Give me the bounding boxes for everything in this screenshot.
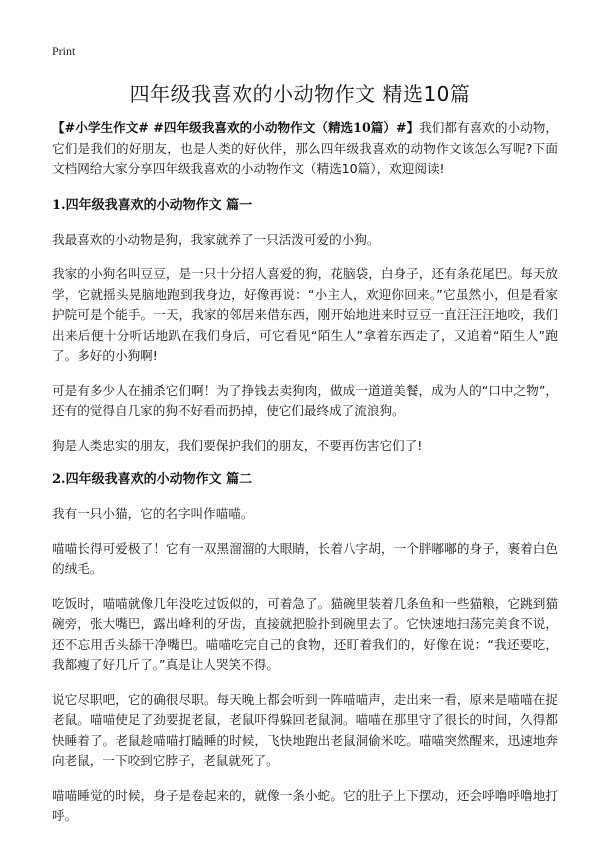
- intro-paragraph: [52, 118, 558, 180]
- section-2-paragraph-3: 吃饭时，喵喵就像几年没吃过饭似的，可着急了。猫碗里装着几条鱼和一些猫粮，它跳到猫碗旁，张大嘴巴，露出峰利的牙齿，直接就把脸扑到碗里去了。它快速地扫荡完美食不说，还不忘用舌头舔干净嘴巴。喵喵吃完自己的食物，还盯着我们的，好像在说：“我还要吃，我都瘦了好几斤了。”真是让人哭笑不得。: [52, 595, 558, 672]
- intro-text: 我们都有喜欢的小动物，它们是我们的好朋友，也是人类的好伙伴，那么四年级我喜欢的动物作文该怎么写呢?下面文档网给大家分享四年级我喜欢的小动物作文（精选10篇），欢迎阅读!: [52, 120, 558, 176]
- section-1-paragraph-3: 可是有多少人在捕杀它们啊！为了挣钱去卖狗肉，做成一道道美餐，成为人的“口中之物”，还有的觉得自几家的狗不好看而扔掉，使它们最终成了流浪狗。: [52, 382, 558, 418]
- section-2-paragraph-1: 我有一只小猫，它的名字叫作喵喵。: [52, 506, 254, 521]
- section-heading-2: 2.四年级我喜欢的小动物作文 篇二: [52, 472, 253, 487]
- section-2-paragraph-4: 说它尽职吧，它的确很尽职。每天晚上都会听到一阵喵喵声，走出来一看，原来是喵喵在捉老鼠。喵喵使足了劲要捉老鼠，老鼠吓得躲回老鼠洞。喵喵在那里守了很长的时间，久得都快睡着了。老鼠趁喵喵打瞌睡的时候，飞快地跑出老鼠洞偷米吃。喵喵突然醒来，迅速地奔向老鼠，一下咬到它脖子，老鼠就死了。: [52, 691, 558, 768]
- section-heading-1: 1.四年级我喜欢的小动物作文 篇一: [52, 197, 253, 213]
- document-title: 四年级我喜欢的小动物作文 精选10篇: [129, 82, 471, 106]
- document-body: [52, 118, 558, 841]
- section-2-paragraph-2: 喵喵长得可爱极了！它有一双黑溜溜的大眼睛，长着八字胡，一个胖嘟嘟的身子，裹着白色的绒毛。: [52, 540, 558, 576]
- print-label: Print: [52, 44, 76, 58]
- section-1-paragraph-2: 我家的小狗名叫豆豆，是一只十分招人喜爱的狗，花脑袋，白身子，还有条花尾巴。每天放学，它就摇头晃脑地跑到我身边，好像再说：“小主人，欢迎你回来。”它虽然小，但是看家护院可是个能手。一天，我家的邻居来借东西，刚开始地进来时豆豆一直汪汪汪地咬，我们出来后便十分听话地趴在我们身后，可它看见“陌生人”拿着东西走了，又追着“陌生人”跑了。多好的小狗啊!: [52, 266, 558, 363]
- section-1-paragraph-4: 狗是人类忠实的朋友，我们要保护我们的朋友，不要再伤害它们了!: [52, 437, 423, 453]
- intro-tag: 【#小学生作文# #四年级我喜欢的小动物作文（精选10篇）#】: [52, 120, 420, 135]
- section-2-paragraph-5: 喵喵睡觉的时候，身子是卷起来的，就像一条小蛇。它的肚子上下摆动，还会呼噜呼噜地打呼。: [52, 787, 558, 823]
- section-1-paragraph-1: 我最喜欢的小动物是狗，我家就养了一只活泼可爱的小狗。: [52, 231, 380, 247]
